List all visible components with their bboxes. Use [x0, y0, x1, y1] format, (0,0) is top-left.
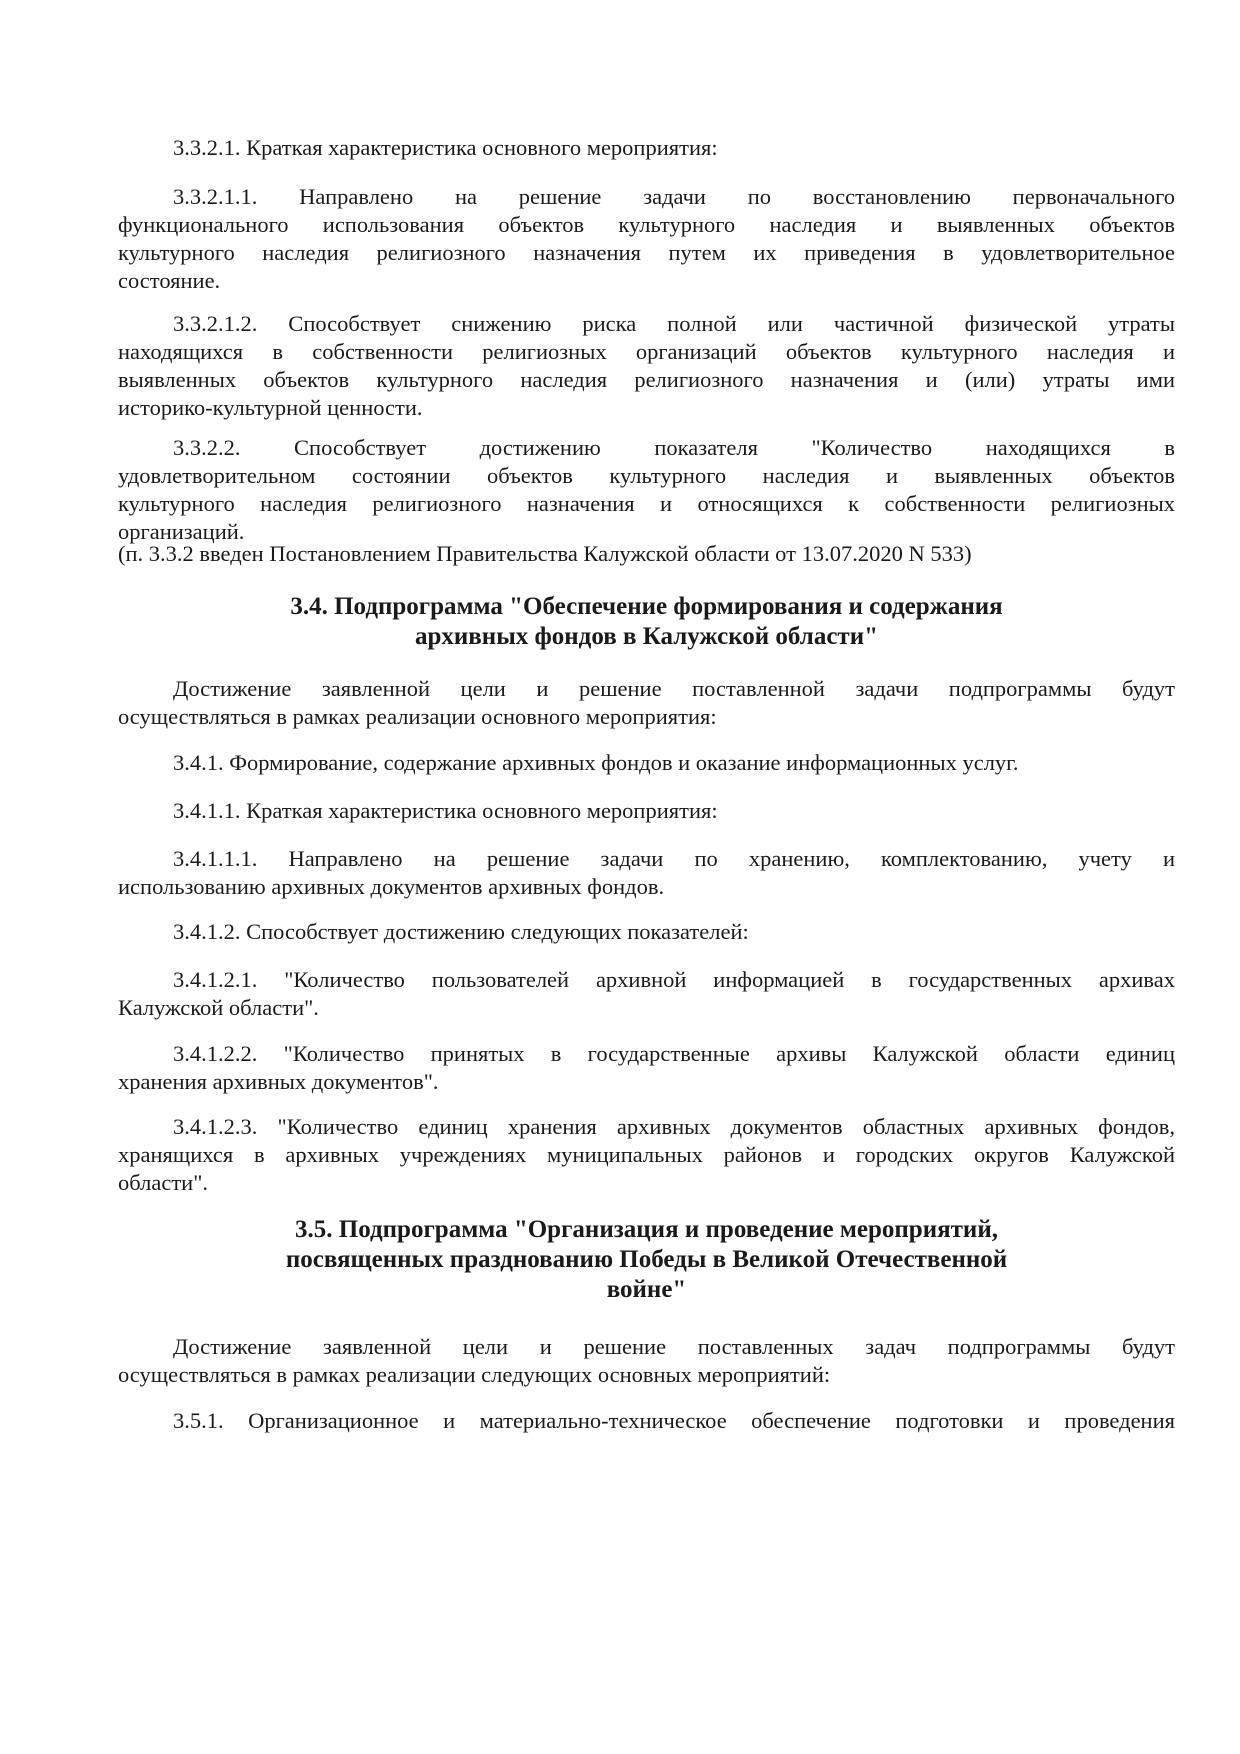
paragraph-3-4-1-1: 3.4.1.1. Краткая характеристика основного мероприятия:	[173, 798, 718, 823]
text-line: 3.4.1.2.3. "Количество единиц хранения архивных документов областных архивных фондов,	[173, 1114, 1175, 1139]
paragraph-3-4-1-2-2	[118, 1040, 1175, 1096]
text-line: функционального использования объектов культурного наследия и выявленных объектов	[118, 212, 1175, 237]
text-line: 3.4.1.2.2. "Количество принятых в государственные архивы Калужской области единиц	[173, 1041, 1175, 1066]
text-line: 3.5.1. Организационное и материально-техническое обеспечение подготовки и проведения	[173, 1408, 1175, 1433]
text-line: осуществляться в рамках реализации следующих основных мероприятий:	[118, 1362, 831, 1387]
paragraph-3-4-intro	[118, 675, 1175, 731]
paragraph-3-4-1: 3.4.1. Формирование, содержание архивных фондов и оказание информационных услуг.	[173, 750, 1019, 775]
text-line: Достижение заявленной цели и решение поставленных задач подпрограммы будут	[173, 1334, 1175, 1359]
heading-line: войне"	[606, 1276, 687, 1303]
paragraph-3-3-2-1: 3.3.2.1. Краткая характеристика основного мероприятия:	[173, 135, 718, 160]
text-line: хранения архивных документов".	[118, 1069, 439, 1094]
text-line: выявленных объектов культурного наследия религиозного назначения и (или) утраты ими	[118, 367, 1175, 392]
text-line: находящихся в собственности религиозных организаций объектов культурного наследия и	[118, 339, 1175, 364]
text-line: 3.3.2.1.1. Направлено на решение задачи по восстановлению первоначального	[173, 184, 1175, 209]
heading-line: 3.4. Подпрограмма "Обеспечение формирования и содержания	[290, 593, 1003, 620]
text-line: Достижение заявленной цели и решение поставленной задачи подпрограммы будут	[173, 676, 1175, 701]
paragraph-3-5-1	[118, 1407, 1175, 1435]
paragraph-3-3-2-1-1	[118, 183, 1175, 295]
section-heading-3-5	[118, 1215, 1175, 1305]
paragraph-3-5-intro	[118, 1333, 1175, 1389]
paragraph-3-4-1-2-3	[118, 1113, 1175, 1197]
paragraph-3-3-2-2	[118, 434, 1175, 546]
text-line: Калужской области".	[118, 995, 319, 1020]
paragraph-3-4-1-1-1	[118, 845, 1175, 901]
text-line: осуществляться в рамках реализации основного мероприятия:	[118, 704, 717, 729]
text-line: удовлетворительном состоянии объектов культурного наследия и выявленных объектов	[118, 463, 1175, 488]
heading-line: архивных фондов в Калужской области"	[415, 623, 878, 650]
amendment-note: (п. 3.3.2 введен Постановлением Правительства Калужской области от 13.07.2020 N 533)	[118, 541, 972, 566]
heading-line: посвященных празднованию Победы в Великой Отечественной	[285, 1246, 1008, 1273]
text-line: культурного наследия религиозного назначения путем их приведения в удовлетворительное	[118, 240, 1175, 265]
text-line: области".	[118, 1170, 209, 1195]
text-line: 3.3.2.1.2. Способствует снижению риска полной или частичной физической утраты	[173, 311, 1175, 336]
text-line: культурного наследия религиозного назначения и относящихся к собственности религиозных	[118, 491, 1175, 516]
text-line: состояние.	[118, 268, 221, 293]
paragraph-3-4-1-2-1	[118, 966, 1175, 1022]
text-line: использованию архивных документов архивных фондов.	[118, 874, 665, 899]
text-line: 3.3.2.2. Способствует достижению показателя "Количество находящихся в	[173, 435, 1175, 460]
text-line: историко-культурной ценности.	[118, 395, 423, 420]
text-line: организаций.	[118, 519, 245, 544]
text-line: 3.4.1.1.1. Направлено на решение задачи по хранению, комплектованию, учету и	[173, 846, 1175, 871]
paragraph-3-4-1-2: 3.4.1.2. Способствует достижению следующих показателей:	[173, 919, 749, 944]
heading-line: 3.5. Подпрограмма "Организация и проведение мероприятий,	[295, 1216, 998, 1243]
section-heading-3-4	[118, 592, 1175, 652]
text-line: 3.4.1.2.1. "Количество пользователей архивной информацией в государственных архивах	[173, 967, 1175, 992]
text-line: хранящихся в архивных учреждениях муниципальных районов и городских округов Калужской	[118, 1142, 1175, 1167]
paragraph-3-3-2-1-2	[118, 310, 1175, 422]
